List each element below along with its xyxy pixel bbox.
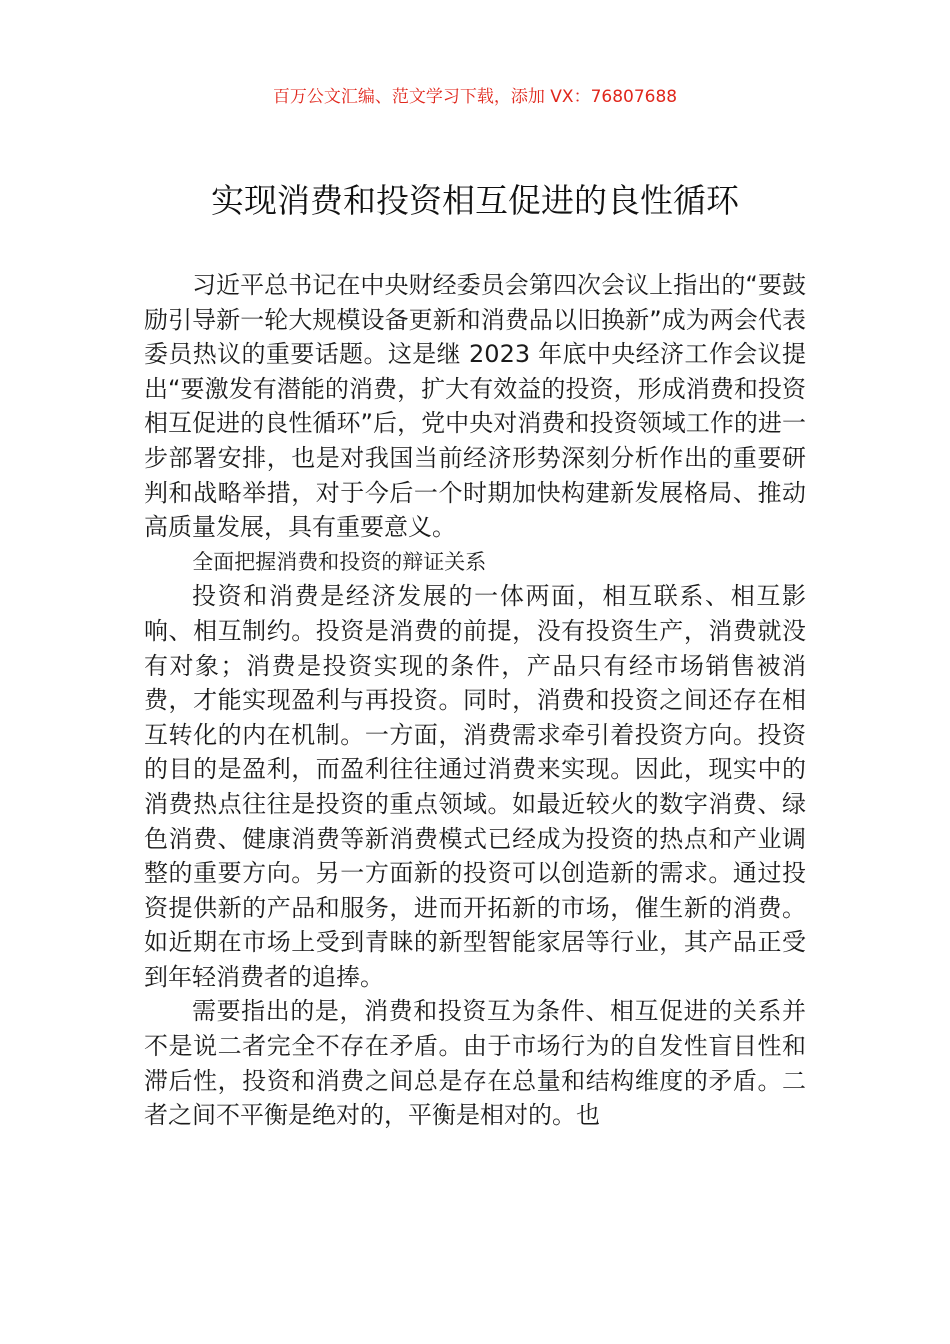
document-body xyxy=(144,268,806,1133)
paragraph-relationship: 投资和消费是经济发展的一体两面，相互联系、相互影响、相互制约。投资是消费的前提，没有投资生产，消费就没有对象；消费是投资实现的条件，产品只有经市场销售被消费，才能实现盈利与再投资。同时，消费和投资之间还存在相互转化的内在机制。一方面，消费需求牵引着投资方向。投资的目的是盈利，而盈利往往通过消费来实现。因此，现实中的消费热点往往是投资的重点领域。如最近较火的数字消费、绿色消费、健康消费等新消费模式已经成为投资的热点和产业调整的重要方向。另一方面新的投资可以创造新的需求。通过投资提供新的产品和服务，进而开拓新的市场，催生新的消费。如近期在市场上受到青睐的新型智能家居等行业，其产品正受到年轻消费者的追捧。 xyxy=(144,582,806,991)
paragraph-intro: 习近平总书记在中央财经委员会第四次会议上指出的“要鼓励引导新一轮大规模设备更新和消费品以旧换新”成为两会代表委员热议的重要话题。这是继 2023 年底中央经济工作会议提出“要激发有潜能的消费，扩大有效益的投资，形成消费和投资相互促进的良性循环”后，党中央对消费和投资领域工作的进一步部署安排，也是对我国当前经济形势深刻分析作出的重要研判和战略举措，对于今后一个时期加快构建新发展格局、推动高质量发展，具有重要意义。 xyxy=(144,271,806,542)
paragraph-contradiction: 需要指出的是，消费和投资互为条件、相互促进的关系并不是说二者完全不存在矛盾。由于市场行为的自发性盲目性和滞后性，投资和消费之间总是存在总量和结构维度的矛盾。二者之间不平衡是绝对的，平衡是相对的。也 xyxy=(144,997,806,1130)
promo-banner: 百万公文汇编、范文学习下载，添加 VX：76807688 xyxy=(272,87,678,107)
section-heading: 全面把握消费和投资的辩证关系 xyxy=(192,549,487,574)
document-title: 实现消费和投资相互促进的良性循环 xyxy=(211,181,739,220)
